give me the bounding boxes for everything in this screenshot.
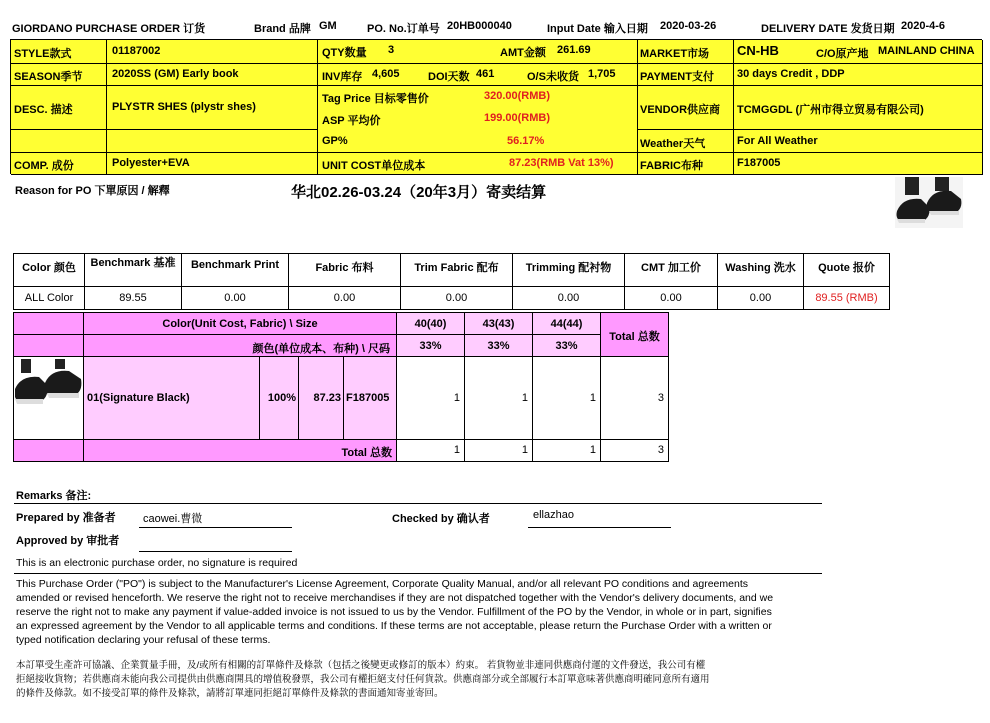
prepared-by-value: caowei.曹微 <box>143 513 203 525</box>
cost-header-trim-fabric: Trim Fabric 配布 <box>401 254 513 287</box>
cost-cell-trim-fabric: 0.00 <box>401 287 513 310</box>
po-title: GIORDANO PURCHASE ORDER 订货 <box>12 23 206 35</box>
asp-value: 199.00(RMB) <box>484 112 551 124</box>
row-qty-44: 1 <box>533 357 601 440</box>
weather-value: For All Weather <box>737 135 818 147</box>
size-col-44: 44(44) <box>533 313 601 335</box>
payment-label: PAYMENT支付 <box>640 71 714 83</box>
input-date-value: 2020-03-26 <box>660 20 717 32</box>
cost-cell-quote: 89.55 (RMB) <box>804 287 890 310</box>
row-qty-40: 1 <box>397 357 465 440</box>
os-value: 1,705 <box>588 68 616 80</box>
gp-label: GP% <box>322 135 348 147</box>
row-qty-43: 1 <box>465 357 533 440</box>
comp-label: COMP. 成份 <box>14 160 74 172</box>
terms-zh-line: 本訂單受生產許可協議、企業質量手冊，及/或所有相關的訂單條件及條款（包括之後變更或修訂的版本）約束。 若貨物並非連同供應商付運的文件發送，我公司有權 <box>16 660 706 671</box>
cost-header-benchmark: Benchmark 基准 <box>85 254 182 287</box>
size-header-blank-1 <box>14 313 84 335</box>
cost-cell-cmt: 0.00 <box>625 287 718 310</box>
size-ratio-43: 33% <box>465 335 533 357</box>
cost-cell-washing: 0.00 <box>718 287 804 310</box>
cost-header-trimming: Trimming 配衬物 <box>513 254 625 287</box>
fabric-value: F187005 <box>737 157 781 169</box>
weather-label: Weather天气 <box>640 138 706 150</box>
prepared-by-line <box>139 527 292 528</box>
row-color-name: 01(Signature Black) <box>84 357 260 440</box>
checked-by-label: Checked by 确认者 <box>392 513 490 525</box>
doi-value: 461 <box>476 68 495 80</box>
cost-cell-color: ALL Color <box>14 287 85 310</box>
checked-by-line <box>528 527 671 528</box>
product-image <box>895 177 963 228</box>
unit-cost-value: 87.23(RMB Vat 13%) <box>509 157 614 169</box>
comp-value: Polyester+EVA <box>112 157 190 169</box>
electronic-note: This is an electronic purchase order, no signature is required <box>16 557 298 569</box>
terms-en-line: an expressed agreement by the Vendor to all applicable terms and conditions. If these terms are not acceptable, please return the Purchase Order with a written or <box>16 620 772 632</box>
cost-cell-trimming: 0.00 <box>513 287 625 310</box>
row-percent: 100% <box>260 357 299 440</box>
po-info-table <box>10 39 982 174</box>
remarks-divider <box>14 503 822 504</box>
market-label: MARKET市场 <box>640 48 710 60</box>
size-header-line2: 颜色(单位成本、布种) \ 尺码 <box>84 335 397 357</box>
desc-value: PLYSTR SHES (plystr shes) <box>112 101 256 113</box>
terms-en-line: This Purchase Order ("PO") is subject to the Manufacturer's License Agreement, Corporate Quality Manual, and/or all relevant PO conditions and agreements <box>16 578 748 590</box>
cost-header-benchmark-print: Benchmark Print <box>182 254 289 287</box>
size-ratio-44: 33% <box>533 335 601 357</box>
qty-value: 3 <box>388 44 395 56</box>
unit-cost-label: UNIT COST单位成本 <box>322 160 426 172</box>
row-fabric: F187005 <box>344 357 397 440</box>
cost-header-washing: Washing 洗水 <box>718 254 804 287</box>
season-label: SEASON季节 <box>14 71 83 83</box>
cost-cell-benchmark-print: 0.00 <box>182 287 289 310</box>
prepared-by-label: Prepared by 准备者 <box>16 512 116 524</box>
size-quantity-table <box>13 312 669 462</box>
reason-label: Reason for PO 下單原因 / 解釋 <box>15 185 170 197</box>
amt-label: AMT金额 <box>500 47 546 59</box>
cost-header-quote: Quote 报价 <box>804 254 890 287</box>
inv-label: INV库存 <box>322 71 363 83</box>
inv-value: 4,605 <box>372 68 400 80</box>
footer-total-label: Total 总数 <box>84 440 397 462</box>
desc-label: DESC. 描述 <box>14 104 73 116</box>
row-total: 3 <box>601 357 669 440</box>
footer-blank <box>14 440 84 462</box>
footer-qty-43: 1 <box>465 440 533 462</box>
cost-cell-benchmark: 89.55 <box>85 287 182 310</box>
row-unit-cost: 87.23 <box>299 357 344 440</box>
style-value: 01187002 <box>112 45 161 57</box>
approved-by-label: Approved by 审批者 <box>16 535 120 547</box>
origin-value: MAINLAND CHINA <box>878 45 975 57</box>
cost-header-fabric: Fabric 布料 <box>289 254 401 287</box>
fabric-label: FABRIC布种 <box>640 160 703 172</box>
size-col-43: 43(43) <box>465 313 533 335</box>
size-header-line1: Color(Unit Cost, Fabric) \ Size <box>84 313 397 335</box>
approved-by-line <box>139 551 292 552</box>
terms-divider <box>14 573 822 574</box>
brand-value: GM <box>319 20 337 32</box>
doi-label: DOI天数 <box>428 71 470 83</box>
po-number-value: 20HB000040 <box>447 20 512 32</box>
size-ratio-40: 33% <box>397 335 465 357</box>
terms-zh-line: 的條件及條款。如不接受訂單的條件及條款，請將訂單連同拒絕訂單條件及條款的書面通知寄並寄回。 <box>16 688 444 699</box>
input-date-label: Input Date 输入日期 <box>547 23 648 35</box>
terms-en-line: typed notification declaring your refusal of these terms. <box>16 634 271 646</box>
size-header-blank-2 <box>14 335 84 357</box>
footer-qty-40: 1 <box>397 440 465 462</box>
size-col-40: 40(40) <box>397 313 465 335</box>
terms-en-line: reserve the right not to make any payment if value-added invoice is not issued to us by the Vendor. Fulfillment of the PO by the Vendor, in whole or in part, signifies <box>16 606 772 618</box>
season-value: 2020SS (GM) Early book <box>112 68 239 80</box>
cost-header-color: Color 颜色 <box>14 254 85 287</box>
origin-label: C/O原产地 <box>816 48 869 60</box>
delivery-date-label: DELIVERY DATE 发货日期 <box>761 23 895 35</box>
gp-value: 56.17% <box>507 135 545 147</box>
cost-breakdown-table <box>13 253 890 310</box>
size-header-total: Total 总数 <box>601 313 669 357</box>
footer-total: 3 <box>601 440 669 462</box>
tag-price-label: Tag Price 目标零售价 <box>322 93 429 105</box>
remarks-label: Remarks 备注: <box>16 490 92 502</box>
vendor-label: VENDOR供应商 <box>640 104 721 116</box>
style-label: STYLE款式 <box>14 48 72 60</box>
brand-label: Brand 品牌 <box>254 23 311 35</box>
qty-label: QTY数量 <box>322 47 367 59</box>
row-product-image <box>14 357 84 440</box>
terms-zh-line: 拒絕接收貨物；若供應商未能向我公司提供由供應商開具的增值稅發票，我公司有權拒絕支付任何貨款。供應商部分或全部履行本訂單意味著供應商明確同意所有適用 <box>16 674 710 685</box>
checked-by-value: ellazhao <box>533 509 574 521</box>
payment-value: 30 days Credit , DDP <box>737 68 845 80</box>
amt-value: 261.69 <box>557 44 591 56</box>
po-number-label: PO. No.订单号 <box>367 23 440 35</box>
reason-text: 华北02.26-03.24（20年3月）寄卖结算 <box>291 184 547 201</box>
os-label: O/S未收货 <box>527 71 579 83</box>
vendor-value: TCMGGDL (广州市得立贸易有限公司) <box>737 104 924 116</box>
tag-price-value: 320.00(RMB) <box>484 90 551 102</box>
asp-label: ASP 平均价 <box>322 115 381 127</box>
cost-cell-fabric: 0.00 <box>289 287 401 310</box>
cost-header-cmt: CMT 加工价 <box>625 254 718 287</box>
delivery-date-value: 2020-4-6 <box>901 20 946 32</box>
market-value: CN-HB <box>737 43 779 58</box>
footer-qty-44: 1 <box>533 440 601 462</box>
terms-en-line: amended or revised henceforth. We reserve the right not to receive merchandises if they are not dispatched together with the Vendor's delivery documents, and we <box>16 592 774 604</box>
